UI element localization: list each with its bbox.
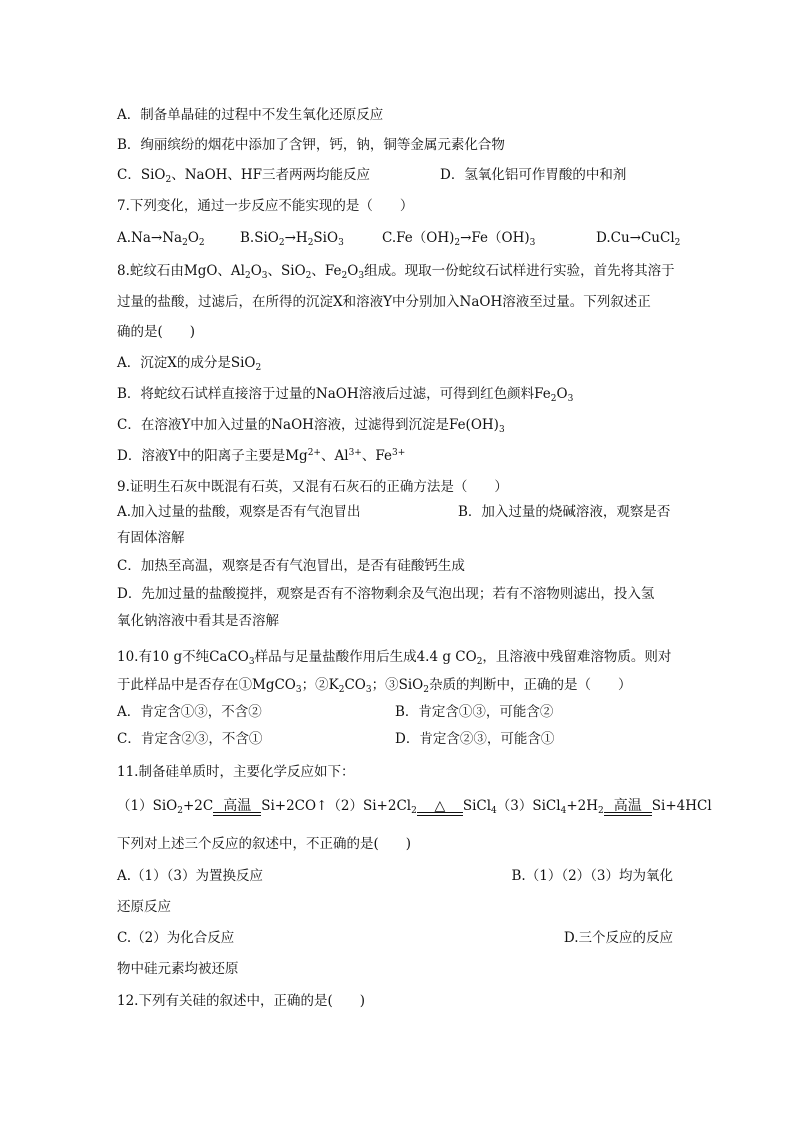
q11-option-b-line2: 还原反应 xyxy=(117,899,171,915)
q8-option-b: B．将蛇纹石试样直接溶于过量的NaOH溶液后过滤，可得到红色颜料$Fe_2O_3$ xyxy=(117,386,574,404)
q8-option-d: D．溶液Y中的阳离子主要是$Mg^{2+}$、$Al^{3+}$、$Fe^{3+}$ xyxy=(117,448,406,464)
q11-option-d-line2: 物中硅元素均被还原 xyxy=(117,961,239,977)
q10-stem-line2: 于此样品中是否存在①MgCO$_3$；$②K_2CO_3$；③SiO$_2$杂质的判断中，正确的是（ ） xyxy=(117,677,632,695)
high-temp-label-1: 高温 xyxy=(223,798,252,814)
q10-option-d: D．肯定含②③，可能含① xyxy=(395,731,555,747)
q6-option-d: D．氢氧化铝可作胃酸的中和剂 xyxy=(440,167,627,183)
q8-option-c: C．在溶液Y中加入过量的NaOH溶液，过滤得到沉淀是$Fe(OH)_3$ xyxy=(117,417,505,435)
q9-option-b-line1: B．加入过量的烧碱溶液，观察是否 xyxy=(458,504,671,520)
q9-option-b-line2: 有固体溶解 xyxy=(117,530,185,546)
q11-option-b-line1: B.（1）（2）（3）均为氧化 xyxy=(511,868,673,884)
q11-reaction-1-reactants: （1）SiO$_2$+2C xyxy=(117,798,214,816)
q8-stem-line2: 过量的盐酸，过滤后，在所得的沉淀X和溶液Y中分别加入NaOH溶液至过量。下列叙述正 xyxy=(117,294,651,310)
q6-option-a: A．制备单晶硅的过程中不发生氧化还原反应 xyxy=(117,107,384,123)
q6-option-b: B．绚丽缤纷的烟花中添加了含钾，钙，钠，铜等金属元素化合物 xyxy=(117,137,505,153)
q11-reaction-3-products: Si+4HCl xyxy=(651,798,712,814)
q8-option-a: A．沉淀X的成分是SiO$_2$ xyxy=(117,355,262,373)
q9-option-c: C．加热至高温，观察是否有气泡冒出，是否有硅酸钙生成 xyxy=(117,558,465,574)
q9-option-d-line2: 氧化钠溶液中看其是否溶解 xyxy=(117,613,279,629)
q10-stem-line1: 10.有10 g不纯CaCO$_3$样品与足量盐酸作用后生成4.4 g $CO_2$，且溶液中残留难溶物质。则对 xyxy=(117,649,672,667)
q11-stem: 11.制备硅单质时，主要化学反应如下： xyxy=(117,764,355,780)
q7-option-b: $B.SiO_2\to H_2SiO_3$ xyxy=(240,230,344,248)
q10-option-b: B．肯定含①③，可能含② xyxy=(395,704,554,720)
q6-option-c: C．SiO$_2$、NaOH、HF三者两两均能反应 xyxy=(117,167,371,185)
q11-option-c: C.（2）为化合反应 xyxy=(117,930,235,946)
q10-option-c: C．肯定含②③，不含① xyxy=(117,731,263,747)
heat-symbol: △ xyxy=(434,798,446,814)
q7-stem: 7.下列变化，通过一步反应不能实现的是（ ） xyxy=(117,198,414,214)
q11-condition-high-temp-1 xyxy=(213,798,261,816)
q9-option-d-line1: D．先加过量的盐酸搅拌，观察是否有不溶物剩余及气泡出现；若有不溶物则滤出，投入氢 xyxy=(117,586,655,602)
q8-stem-line1: 8.蛇纹石由MgO、$Al_2O_3$、SiO$_2$、$Fe_2O_3$组成。现取一份蛇纹石试样进行实验，首先将其溶于 xyxy=(117,263,675,281)
q11-question: 下列对上述三个反应的叙述中，不正确的是( ) xyxy=(117,836,412,852)
q9-option-a: A.加入过量的盐酸，观察是否有气泡冒出 xyxy=(117,504,361,520)
q7-option-c: $C.Fe(OH)_2\to Fe(OH)_3$ xyxy=(382,230,536,248)
q11-reactions xyxy=(117,796,712,816)
q11-condition-heat xyxy=(417,798,463,816)
q11-condition-high-temp-2 xyxy=(604,798,652,816)
q11-reaction-1-products: Si+2CO↑ xyxy=(261,798,328,814)
q7-option-d: D.Cu→CuCl$_2$ xyxy=(596,230,681,248)
q11-option-a: A.（1）（3）为置换反应 xyxy=(117,868,263,884)
q8-stem-line3: 确的是( ) xyxy=(117,324,196,340)
q11-option-d-line1: D.三个反应的反应 xyxy=(563,930,673,946)
q11-reaction-2-reactants: $(2)Si+2Cl_2$ xyxy=(327,798,417,816)
q7-option-a: $A.Na\to Na_2O_2$ xyxy=(117,230,205,248)
q9-stem: 9.证明生石灰中既混有石英，又混有石灰石的正确方法是（ ） xyxy=(117,479,508,495)
high-temp-label-2: 高温 xyxy=(613,798,642,814)
q11-reaction-2-products: SiCl$_4$ xyxy=(462,798,497,816)
q12-stem: 12.下列有关硅的叙述中，正确的是( ) xyxy=(117,993,366,1009)
q10-option-a: A．肯定含①③，不含② xyxy=(117,704,262,720)
q11-reaction-3-reactants: $(3)SiCl_4+2H_2$ xyxy=(496,798,604,816)
